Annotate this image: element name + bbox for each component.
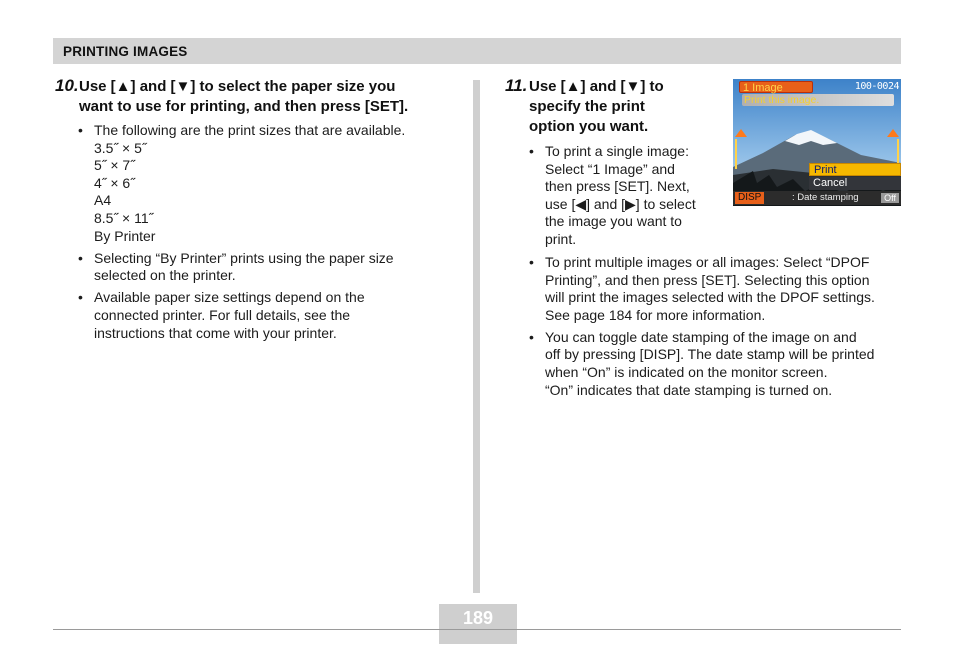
step-10-heading-line-1: Use [▲] and [▼] to select the paper size you	[79, 78, 396, 95]
page-number: 189	[462, 608, 494, 628]
bullet-text: “On” indicates that date stamping is turned on.	[545, 381, 833, 398]
bullet-date-stamp	[529, 329, 909, 399]
column-divider	[473, 80, 480, 593]
bullet-text: will print the images selected with the DPOF settings.	[545, 289, 875, 306]
camera-screen-preview	[733, 79, 901, 206]
date-stamping-value: Off	[881, 193, 899, 203]
step-11-heading-line-1: Use [▲] and [▼] to	[529, 78, 664, 95]
print-option[interactable]: Print	[809, 163, 901, 176]
mode-label: 1 Image	[739, 81, 813, 93]
size-option: 4˝ × 6˝	[94, 174, 135, 191]
bullet-text: • To print multiple images or all images: Select “DPOF	[545, 254, 870, 270]
bullet-by-printer	[78, 250, 468, 285]
bullet-text: • To print a single image:	[545, 143, 689, 159]
step-11-heading-line-3: option you want.	[529, 118, 649, 135]
size-option: By Printer	[94, 227, 156, 244]
step-10-bullets	[78, 122, 468, 347]
footer-rule	[53, 629, 901, 630]
file-number: 100-0024	[854, 81, 899, 92]
bullet-print-sizes	[78, 122, 468, 245]
bullet-text: Select “1 Image” and	[545, 160, 675, 177]
bullet-text: instructions that come with your printer.	[94, 324, 337, 341]
bullet-text: Printing”, and then press [SET]. Selecting this option	[545, 271, 870, 288]
bullet-text: then press [SET]. Next,	[545, 178, 690, 195]
bullet-text: See page 184 for more information.	[545, 306, 766, 323]
bullet-text: print.	[545, 230, 577, 247]
step-10-heading-line-2: want to use for printing, and then press [SET].	[79, 98, 409, 115]
bullet-single-image	[529, 143, 729, 249]
section-title: PRINTING IMAGES	[63, 44, 188, 59]
bullet-text: • The following are the print sizes that are available.	[94, 122, 406, 138]
step-11-bullets	[529, 254, 909, 404]
date-stamping-label: : Date stamping	[792, 192, 859, 203]
bullet-text: selected on the printer.	[94, 267, 236, 284]
bullet-text: • Selecting “By Printer” prints using the paper size	[94, 249, 394, 266]
disp-button-label[interactable]: DISP	[735, 192, 764, 204]
bullet-dpof	[529, 254, 909, 324]
bullet-text: connected printer. For full details, see the	[94, 306, 351, 323]
size-option: 3.5˝ × 5˝	[94, 139, 147, 156]
step-10-number: 10.	[55, 76, 79, 95]
section-header-bar	[53, 38, 901, 64]
screen-footer	[733, 191, 901, 205]
step-11-bullet-single	[529, 143, 729, 253]
cancel-option[interactable]: Cancel	[809, 177, 901, 190]
bullet-text: off by pressing [DISP]. The date stamp will be printed	[545, 346, 875, 363]
size-option: 5˝ × 7˝	[94, 157, 135, 174]
page-number-box	[439, 604, 517, 644]
size-option: A4	[94, 192, 112, 209]
bullet-paper-settings	[78, 289, 468, 342]
bullet-text: when “On” is indicated on the monitor screen.	[545, 364, 828, 381]
bullet-text: • Available paper size settings depend on the	[94, 289, 365, 306]
bullet-text: use [◀] and [▶] to select	[545, 195, 696, 212]
bullet-text: the image you want to	[545, 213, 682, 230]
step-11-number: 11.	[505, 76, 528, 95]
print-prompt: Print this image.	[742, 94, 894, 106]
step-11-heading-line-2: specify the print	[529, 98, 645, 115]
bullet-text: • You can toggle date stamping of the image on and	[545, 328, 857, 345]
size-option: 8.5˝ × 11˝	[94, 209, 154, 226]
step-10	[55, 77, 465, 117]
step-11	[505, 77, 725, 137]
